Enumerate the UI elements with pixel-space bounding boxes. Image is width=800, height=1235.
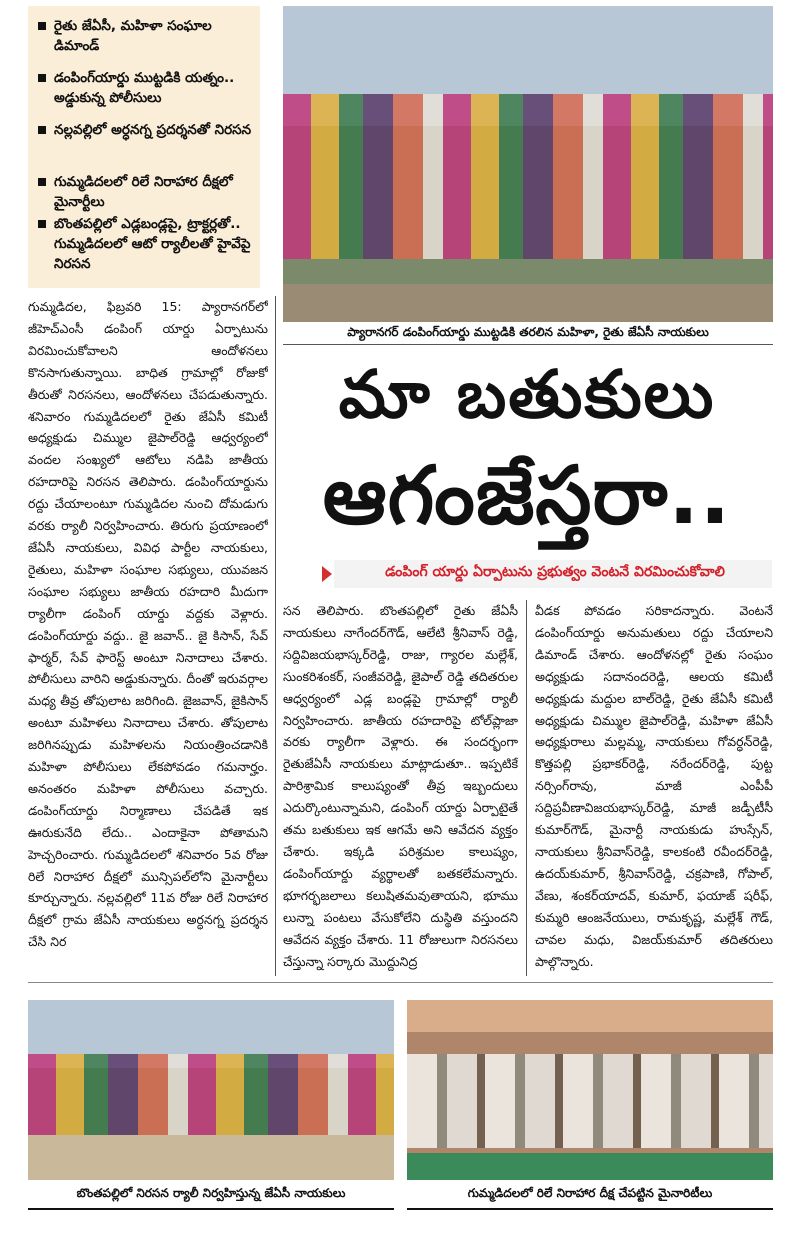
headline-line1: మా బతుకులు xyxy=(338,356,716,433)
highlight-item: నల్లవల్లిలో అర్ధనగ్న ప్రదర్శనతో నిరసన xyxy=(38,120,253,140)
body-column-1: గుమ్మడిదల, ఫిబ్రవరి 15: ప్యారానగర్‌లో జీహెచ్‌ఎంసీ డంపింగ్‌ యార్డు ఏర్పాటును విరమించుకోవాలని ఆందోళనలు కొనసాగుతున్నాయి. బాధిత గ్రామాల్లో రోజుకో తీరుతో నిరసనలు, ఆందోళనలు చేపడుతున్నారు. శనివారం గుమ్మడిదలలో రైతు జేఏసీ కమిటీ అధ్యక్షుడు చిమ్ముల జైపాల్‌రెడ్డి ఆధ్వర్యంలో వందల సంఖ్యలో ఆటోలు నడిపి జాతీయ రహదారిపై నిరసన తెలిపారు. డంపింగ్‌యార్డును రద్దు చేయాలంటూ గుమ్మడిదల నుంచి దోమడుగు వరకు ర్యాలీ నిర్వహించారు. తిరుగు ప్రయాణంలో జేఏసీ నాయకులు, వివిధ పార్టీల నాయకులు, రైతులు, మహిళా సంఘాల సభ్యులు, యువజన సంఘాల సభ్యులు జాతీయ రహదారి మీదుగా ర్యాలీగా డంపింగ్‌ యార్డు వద్దకు వెళ్లారు. డంపింగ్‌యార్డు వద్దు.. జై జవాన్‌.. జై కిసాన్‌, సేవ్‌ ఫార్మర్‌, సేవ్‌ ఫారెస్ట్‌ అంటూ నినాదాలు చేశారు. పోలీసులు వారిని అడ్డుకున్నారు. దీంతో ఇరువర్గాల మధ్య తీవ్ర తోపులాట జరిగింది. జైజవాన్‌, జైకిసాన్‌ అంటూ మహిళలు నినాదాలు చేశారు. తోపులాట జరిగినప్పుడు మహిళలను నియంత్రించడానికి మహిళా పోలీసులు లేకపోవడం గమనార్హం. అనంతరం మహిళా పోలీసులు వచ్చారు. డంపింగ్‌యార్డు నిర్మాణాలు చేపడితే ఇక ఊరుకునేది లేదు.. ఎందాకైనా పోతామని హెచ్చరించారు. గుమ్మడిదలలో శనివారం 5వ రోజు రిలే నిరాహార దీక్షలో మున్సిపల్‌లోని మైనార్టీలు కూర్చున్నారు. నల్లవల్లిలో 11వ రోజు రిలే నిరాహార దీక్షలో గ్రామ జేఏసీ నాయకులు అర్ధనగ్న ప్రదర్శన చేసి నిర xyxy=(28,299,268,950)
top-photo xyxy=(283,6,773,322)
bottom-left-photo xyxy=(28,1000,394,1180)
highlight-item: బొంతపల్లిలో ఎడ్లబండ్లపై, ట్రాక్టర్లతో.. గుమ్మడిదలలో ఆటో ర్యాలీలతో హైవేపై నిరసన xyxy=(38,214,253,274)
bullet-icon xyxy=(38,74,46,82)
highlight-item: డంపింగ్‌యార్డు ముట్టడికి యత్నం.. అడ్డుకున్న పోలీసులు xyxy=(38,68,253,108)
bullet-icon xyxy=(38,220,46,228)
triangle-icon xyxy=(322,566,332,582)
highlight-item: గుమ్మడిదలలో రిలే నిరాహార దీక్షలో మైనార్టీలు xyxy=(38,172,253,212)
subheading: డంపింగ్‌ యార్డు ఏర్పాటును ప్రభుత్వం వెంటనే విరమించుకోవాలి xyxy=(282,558,772,590)
bullet-icon xyxy=(38,178,46,186)
bottom-left-caption: బొంతపల్లిలో నిరసన ర్యాలీ నిర్వహిస్తున్న జేఏసీ నాయకులు xyxy=(76,1186,346,1200)
bottom-right-photo xyxy=(407,1000,773,1180)
body-column-3: వీడక పోవడం సరికాదన్నారు. వెంటనే డంపింగ్‌యార్డు అనుమతులు రద్దు చేయాలని డిమాండ్‌ చేశారు. ఆందోళనల్లో రైతు సంఘం అధ్యక్షుడు సదానందరెడ్డి, ఆలయ కమిటీ అధ్యక్షుడు మద్దుల బాల్‌రెడ్డి, రైతు జేఏసీ కమిటీ అధ్యక్షుడు చిమ్ముల జైపాల్‌రెడ్డి, మహిళా జేఏసీ అధ్యక్షురాలు మల్లమ్మ, నాయకులు గోవర్ధన్‌రెడ్డి, కొత్తపల్లి ప్రభాకర్‌రెడ్డి, నరేందర్‌రెడ్డి, పుట్ట నర్సింగ్‌రావు, మాజీ ఎంపీపీ సద్దిప్రవీణావిజయభాస్కర్‌రెడ్డి, మాజీ జడ్పీటీసీ కుమార్‌గౌడ్‌, మైనార్టీ నాయకుడు హుస్సేన్‌, నాయకులు శ్రీనివాస్‌రెడ్డి, కాలకంటి రవీందర్‌రెడ్డి, ఉదయ్‌కుమార్‌, శ్రీనివాస్‌రెడ్డి, చక్రపాణి, గోపాల్‌, వేణు, శంకర్‌యాదవ్‌, కుమార్‌, ఫయాజ్‌ షరీఫ్‌, కుమ్మరి ఆంజనేయులు, రామకృష్ణ, మల్లేశ్‌ గౌడ్‌, చావల మధు, విజయ్‌కుమార్‌ తదితరులు పాల్గొన్నారు. xyxy=(535,603,773,969)
body-column-2: సన తెలిపారు. బొంతపల్లిలో రైతు జేఏసీ నాయకులు నాగేందర్‌గౌడ్‌, ఆలేటి శ్రీనివాస్‌ రెడ్డి, సద్దివిజయభాస్కర్‌రెడ్డి, రాజు, గ్యారల మల్లేశ్‌, సుంకరిశంకర్‌, సంజీవరెడ్డి, జైపాల్‌ రెడ్డి తదితరుల ఆధ్వర్యంలో ఎడ్ల బండ్లపై గ్రామాల్లో ర్యాలీ నిర్వహించారు. జాతీయ రహదారిపై టోల్‌ప్లాజా వరకు ర్యాలీగా వెళ్లారు. ఈ సందర్భంగా రైతుజేఏసీ నాయకులు మాట్లాడుతూ.. ఇప్పటికే పారిశ్రామిక కాలుష్యంతో తీవ్ర ఇబ్బందులు ఎదుర్కొంటున్నామని, డంపింగ్‌ యార్డు ఏర్పాటైతే తమ బతుకులు ఇక ఆగమే అని ఆవేదన వ్యక్తం చేశారు. ఇక్కడి పరిశ్రమల కాలుష్యం, డంపింగ్‌యార్డు వ్యర్థాలతో బతకలేమన్నారు. భూగర్భజలాలు కలుషితమవుతాయని, భూము లున్నా పంటలు వేసుకోలేని దుస్థితి వస్తుందని ఆవేదన వ్యక్తం చేశారు. 11 రోజులుగా నిరసనలు చేస్తున్నా సర్కారు మొద్దునిద్ర xyxy=(283,603,518,969)
bottom-right-caption: గుమ్మడిదలలో రిలే నిరాహార దీక్ష చేపట్టిన మైనారిటీలు xyxy=(467,1186,713,1200)
highlight-item: రైతు జేఏసీ, మహిళా సంఘాల డిమాండ్ xyxy=(38,16,253,56)
headline-line2: ఆగంజేస్తరా.. xyxy=(322,449,732,542)
bullet-icon xyxy=(38,22,46,30)
highlights-box xyxy=(28,6,260,288)
bullet-icon xyxy=(38,126,46,134)
top-photo-caption: ప్యారానగర్‌ డంపింగ్‌యార్డు ముట్టడికి తరలిన మహిళా, రైతు జేఏసీ నాయకులు xyxy=(347,325,709,339)
